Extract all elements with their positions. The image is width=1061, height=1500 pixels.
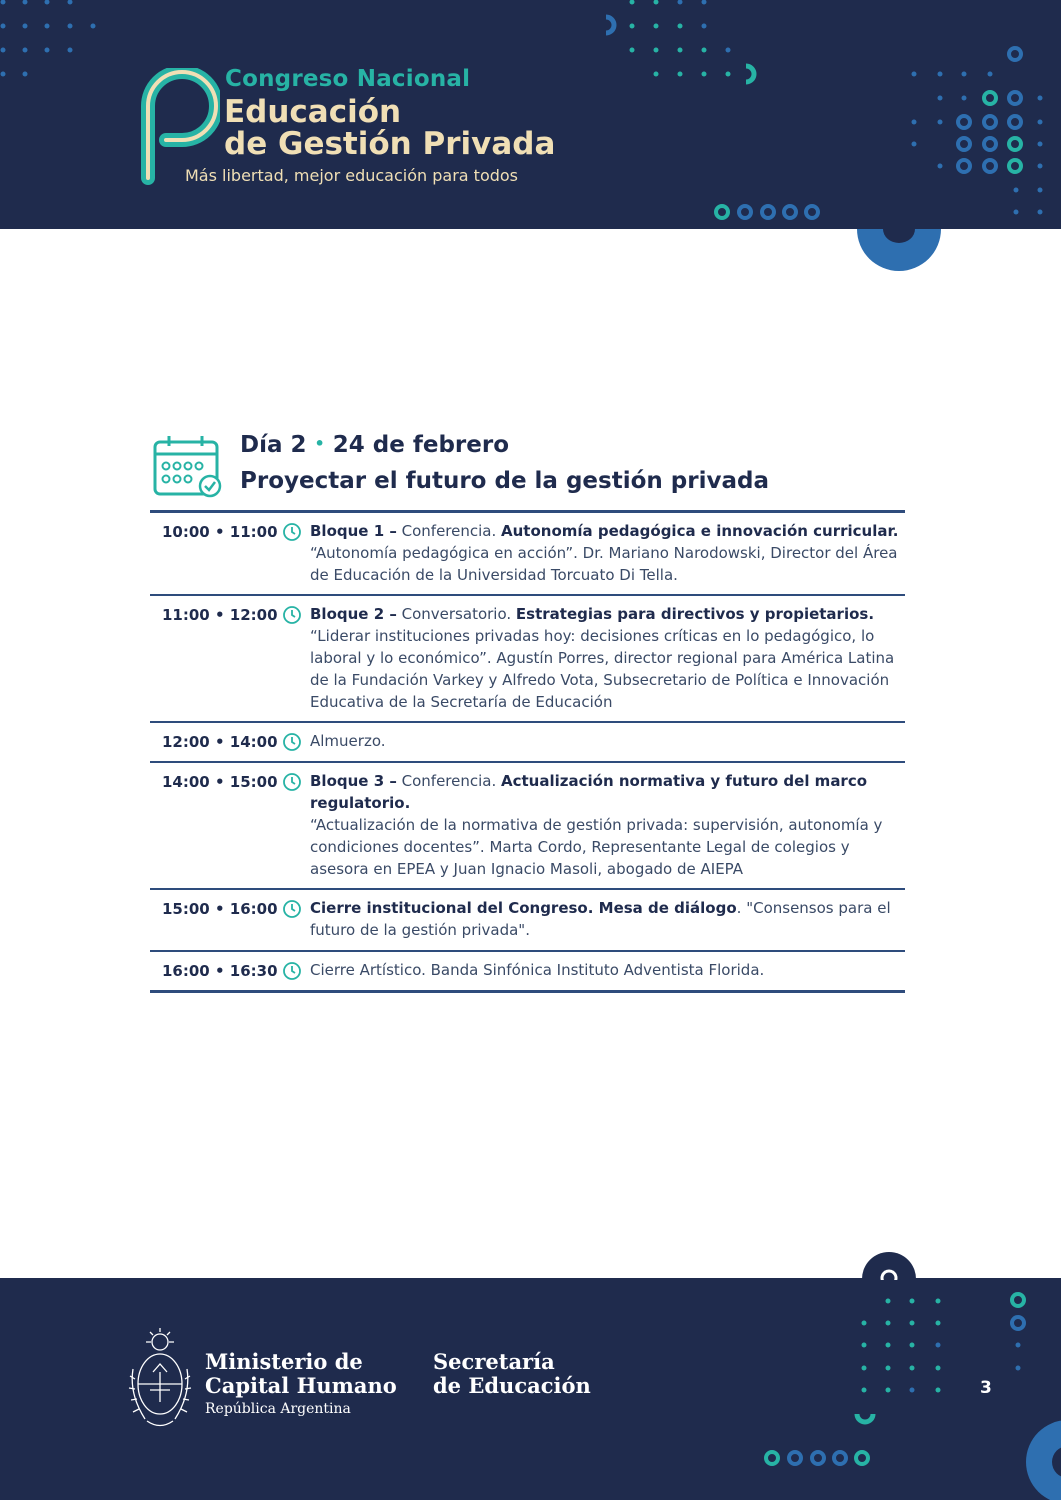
session-type: Conferencia.: [396, 772, 502, 791]
day-separator: •: [314, 434, 325, 453]
session-topic: Estrategias para directivos y propietarios.: [515, 605, 875, 624]
session-detail: “Liderar instituciones privadas hoy: decisiones críticas en lo pedagógico, lo laboral y lo económico”. Agustín Porres, director regional para América Latina de la Fundación Varkey y Alfredo Vota, Subsecretario de Política e Innovación Educativa de la Secretaría de Educación: [310, 627, 895, 711]
congress-title-line2: de Gestión Privada: [224, 126, 556, 162]
schedule-row: [150, 950, 905, 990]
ministry-name-line1: Ministerio de: [205, 1349, 363, 1374]
clock-icon: [282, 899, 302, 919]
secretariat-name: [433, 1350, 591, 1398]
secretariat-name-line2: de Educación: [433, 1373, 591, 1398]
session-detail: . "Consensos para el futuro de la gestión privada".: [310, 899, 891, 940]
argentina-emblem-icon: [125, 1324, 195, 1434]
session-time: 14:00 • 15:00: [162, 773, 278, 792]
session-description: [310, 771, 904, 880]
session-time: 11:00 • 12:00: [162, 606, 278, 625]
footer-banner: [0, 1278, 1061, 1500]
session-type: Conferencia.: [396, 522, 502, 540]
congress-tagline: Más libertad, mejor educación para todos: [185, 166, 519, 185]
session-time: 10:00 • 11:00: [162, 523, 278, 541]
session-block: Bloque 3 –: [310, 772, 397, 791]
day-theme: Proyectar el futuro de la gestión privada: [240, 468, 769, 494]
schedule-row: [150, 513, 905, 594]
decorative-ring-icon: [860, 1250, 918, 1280]
congress-title-line1: Educación: [224, 94, 402, 130]
session-time: 15:00 • 16:00: [162, 900, 278, 919]
session-description: Cierre Artístico. Banda Sinfónica Instituto Adventista Florida.: [310, 960, 765, 979]
session-detail: “Actualización de la normativa de gestión privada: supervisión, autonomía y condiciones docentes”. Marta Cordo, Representante Legal de colegios y asesora en EPEA y Juan Ignacio Masoli, abogado de AIEPA: [310, 815, 883, 878]
day-date: 24 de febrero: [332, 432, 509, 458]
clock-icon: [282, 961, 302, 981]
congress-title: [224, 96, 555, 160]
session-description: [310, 604, 904, 713]
day-title: [240, 432, 509, 458]
session-topic: Actualización normativa y futuro del marco regulatorio.: [310, 772, 868, 813]
session-detail: “Autonomía pedagógica en acción”. Dr. Mariano Narodowski, Director del Área de Educación de la Universidad Torcuato Di Tella.: [310, 543, 898, 584]
session-description: [310, 898, 904, 942]
country-name: República Argentina: [205, 1401, 351, 1417]
congress-subtitle: Congreso Nacional: [225, 66, 471, 92]
session-time: 12:00 • 14:00: [162, 733, 278, 752]
clock-icon: [282, 772, 302, 792]
ministry-name: [205, 1350, 397, 1398]
page-number: 3: [980, 1378, 992, 1398]
session-type: Conversatorio.: [396, 605, 516, 624]
decorative-half-ring: [855, 229, 945, 274]
session-topic: Autonomía pedagógica e innovación curricular.: [501, 522, 899, 540]
clock-icon: [282, 522, 302, 542]
clock-icon: [282, 605, 302, 625]
session-time: 16:00 • 16:30: [162, 961, 278, 980]
schedule-table: [150, 510, 905, 993]
session-description: Almuerzo.: [310, 732, 386, 751]
session-block: Bloque 2 –: [310, 605, 397, 624]
ministry-name-line2: Capital Humano: [205, 1373, 397, 1398]
session-topic: Cierre institucional del Congreso. Mesa de diálogo: [310, 899, 737, 918]
calendar-icon: [152, 434, 222, 498]
clock-icon: [282, 732, 302, 752]
schedule-row: [150, 761, 905, 888]
day-label: Día 2: [240, 432, 307, 458]
session-block: Bloque 1 –: [310, 522, 397, 540]
schedule-row: [150, 594, 905, 721]
schedule-row: [150, 721, 905, 761]
header-banner: [0, 0, 1061, 229]
secretariat-name-line1: Secretaría: [433, 1349, 555, 1374]
schedule-row: [150, 888, 905, 950]
session-description: [310, 521, 904, 586]
